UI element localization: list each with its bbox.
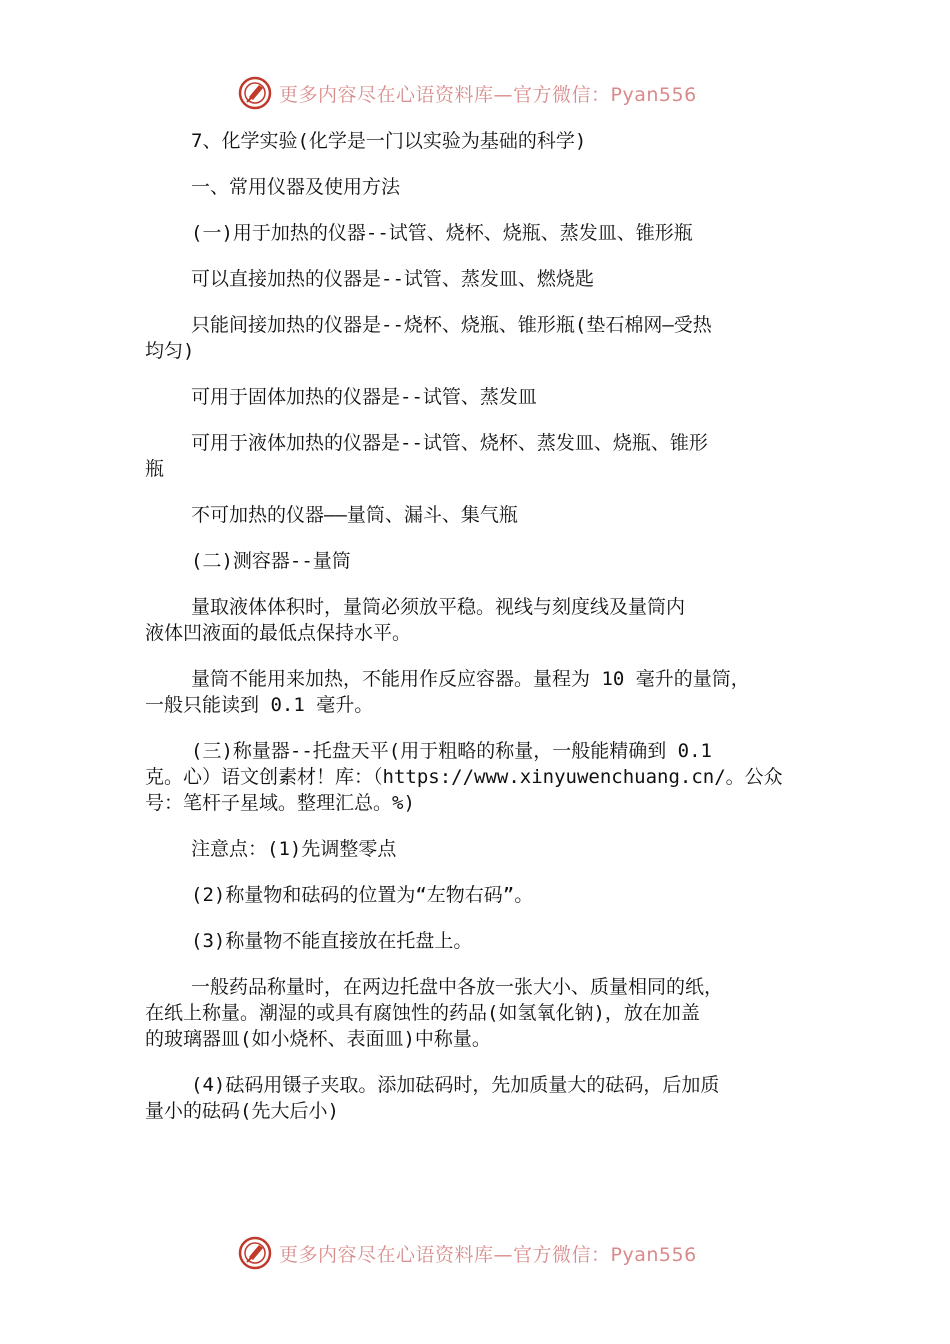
paragraph: 量筒不能用来加热，不能用作反应容器。量程为 10 毫升的量筒， 一般只能读到 0.1 毫升。 [145, 668, 750, 716]
document-body [145, 128, 840, 1144]
paragraph: 量取液体体积时，量筒必须放平稳。视线与刻度线及量筒内 液体凹液面的最低点保持水平。 [145, 596, 686, 644]
paragraph: (3)称量物不能直接放在托盘上。 [191, 930, 473, 952]
paragraph: 注意点：(1)先调整零点 [191, 838, 397, 860]
paragraph: 不可加热的仪器——量筒、漏斗、集气瓶 [191, 504, 518, 526]
paragraph: 可以直接加热的仪器是--试管、蒸发皿、燃烧匙 [191, 268, 594, 290]
paragraph: (一)用于加热的仪器--试管、烧杯、烧瓶、蒸发皿、锥形瓶 [191, 222, 693, 244]
paragraph: 可用于固体加热的仪器是--试管、蒸发皿 [191, 386, 537, 408]
paragraph: 可用于液体加热的仪器是--试管、烧杯、蒸发皿、烧瓶、锥形 瓶 [145, 432, 708, 480]
banner-text: 更多内容尽在心语资料库—官方微信：Pyan556 [279, 83, 697, 106]
paragraph: 只能间接加热的仪器是--烧杯、烧瓶、锥形瓶(垫石棉网—受热 均匀) [145, 314, 712, 362]
paragraph: (三)称量器--托盘天平(用于粗略的称量，一般能精确到 0.1 克。心）语文创素材！库：（https://www.xinyuwenchuang.cn/。公众 号：笔杆子星域。整理汇总。%) [145, 740, 783, 814]
logo-seal-icon [237, 1235, 273, 1271]
paragraph: 一般药品称量时，在两边托盘中各放一张大小、质量相同的纸， 在纸上称量。潮湿的或具有腐蚀性的药品(如氢氧化钠)，放在加盖 的玻璃器皿(如小烧杯、表面皿)中称量。 [145, 976, 724, 1050]
paragraph: (4)砝码用镊子夹取。添加砝码时，先加质量大的砝码，后加质 量小的砝码(先大后小) [145, 1074, 720, 1122]
paragraph: (2)称量物和砝码的位置为“左物右码”。 [191, 884, 534, 906]
header-banner [237, 73, 737, 113]
logo-seal-icon [237, 75, 273, 111]
paragraph: 7、化学实验(化学是一门以实验为基础的科学) [191, 130, 587, 152]
footer-banner [237, 1233, 737, 1273]
banner-text: 更多内容尽在心语资料库—官方微信：Pyan556 [279, 1243, 697, 1266]
paragraph: (二)测容器--量筒 [191, 550, 351, 572]
paragraph: 一、常用仪器及使用方法 [191, 176, 401, 198]
